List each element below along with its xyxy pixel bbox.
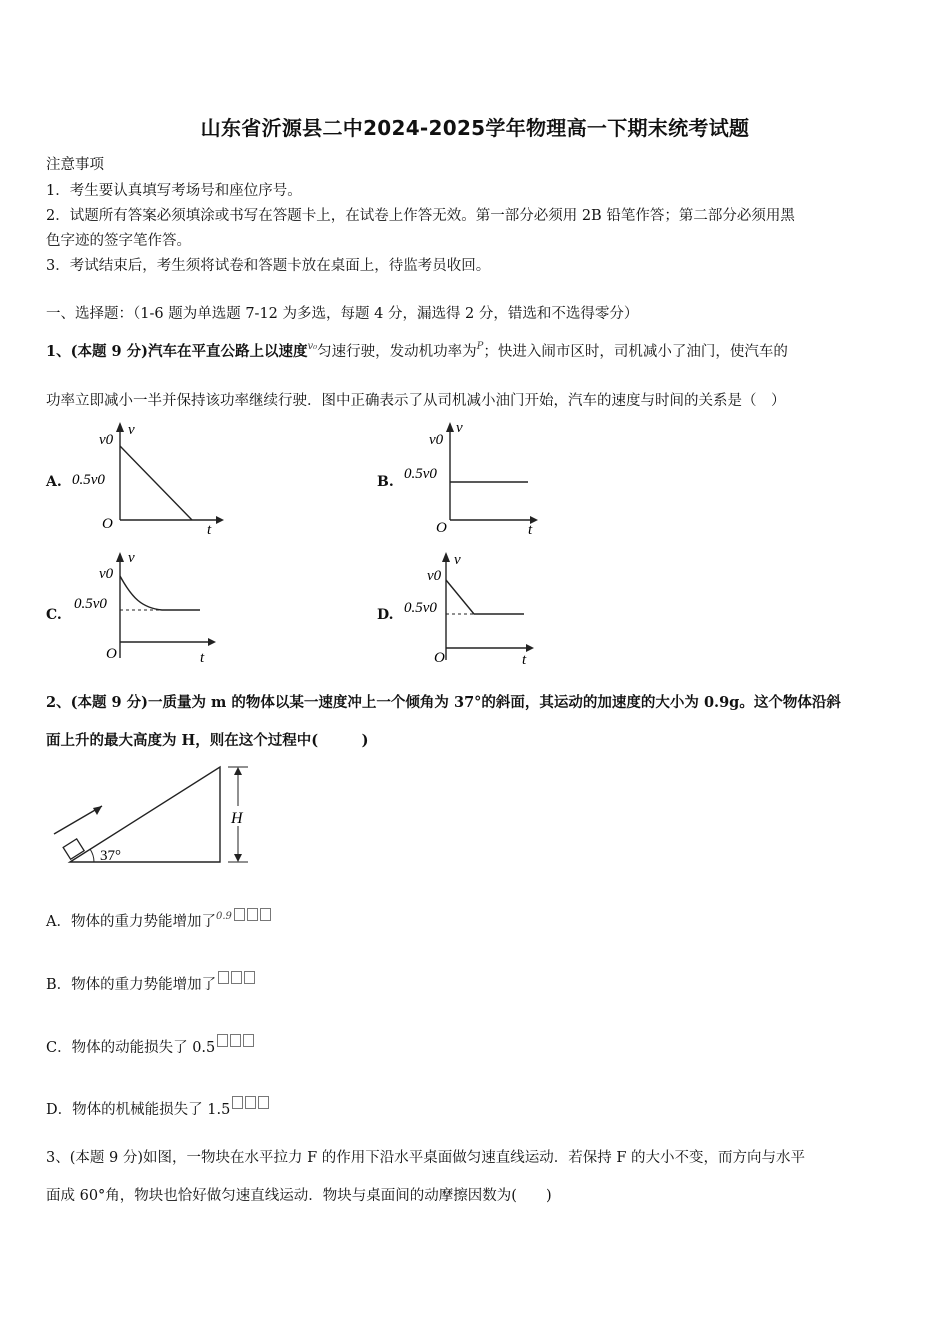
- v-axis-label: v: [454, 552, 461, 568]
- q1-text-a: 1、(本题 9 分)汽车在平直公路上以速度: [46, 343, 308, 360]
- q2-option-d-text: D．物体的机械能损失了 1.5: [46, 1102, 231, 1118]
- missing-glyph-icon: [247, 908, 258, 921]
- q2-option-c[interactable]: [46, 1034, 254, 1057]
- angle-label: 37°: [100, 848, 121, 864]
- t-axis-label: t: [528, 522, 533, 538]
- incline-triangle: [70, 767, 220, 862]
- velocity-line: [120, 446, 192, 520]
- origin-label: O: [434, 650, 445, 666]
- q2-stem-line2: 面上升的最大高度为 H，则在这个过程中( ): [46, 732, 369, 749]
- q2-option-a-coef: 0.9: [215, 911, 232, 922]
- notice-item: 色字迹的签字笔作答。: [46, 233, 191, 249]
- q2-option-a[interactable]: [46, 908, 271, 931]
- height-label: H: [231, 810, 243, 827]
- graph-c: [70, 548, 230, 668]
- q1-stem-line2: 功率立即减小一半并保持该功率继续行驶．图中正确表示了从司机减小油门开始，汽车的速度与时间的关系是（ ）: [46, 393, 786, 409]
- q1-stem-line1: [46, 340, 788, 361]
- v-axis-label: v: [128, 422, 135, 438]
- missing-glyph-icon: [218, 971, 229, 984]
- option-d-label[interactable]: D.: [377, 607, 394, 623]
- block: [63, 839, 84, 859]
- v0-label: v0: [429, 432, 444, 448]
- t-axis-label: t: [207, 522, 212, 538]
- missing-glyph-icon: [234, 908, 245, 921]
- t-axis-label: t: [200, 650, 205, 666]
- q3-stem-line2: 面成 60°角，物块也恰好做匀速直线运动．物块与桌面间的动摩擦因数为( ): [46, 1188, 552, 1204]
- q3-stem-line1: 3、(本题 9 分)如图，一物块在水平拉力 F 的作用下沿水平桌面做匀速直线运动．若保持 F 的大小不变，而方向与水平: [46, 1150, 806, 1166]
- v0-label: v0: [99, 432, 114, 448]
- notice-item: 2．试题所有答案必须填涂或书写在答题卡上，在试卷上作答无效。第一部分必须用 2B 铅笔作答；第二部分必须用黑: [46, 208, 795, 224]
- option-c-label[interactable]: C.: [46, 607, 62, 623]
- t-axis-label: t: [522, 652, 527, 668]
- half-v0-label: 0.5v0: [72, 472, 105, 488]
- missing-glyph-icon: [232, 1096, 243, 1109]
- missing-glyph-icon: [244, 971, 255, 984]
- missing-glyph-icon: [217, 1034, 228, 1047]
- v-axis-label: v: [456, 420, 463, 436]
- origin-label: O: [102, 516, 113, 532]
- half-v0-label: 0.5v0: [74, 596, 107, 612]
- q2-stem-line1: 2、(本题 9 分)一质量为 m 的物体以某一速度冲上一个倾角为 37°的斜面，其运动的加速度的大小为 0.9g。这个物体沿斜: [46, 694, 841, 711]
- missing-glyph-icon: [245, 1096, 256, 1109]
- q2-option-b-text: B．物体的重力势能增加了: [46, 977, 217, 993]
- origin-label: O: [436, 520, 447, 536]
- half-v0-label: 0.5v0: [404, 466, 437, 482]
- q1-text-c: ；快进入闹市区时，司机减小了油门，使汽车的: [483, 344, 788, 360]
- option-b-label[interactable]: B.: [377, 474, 394, 490]
- q1-text-b: 匀速行驶，发动机功率为: [317, 344, 477, 360]
- missing-glyph-icon: [260, 908, 271, 921]
- power-symbol: P: [476, 341, 484, 352]
- v0-symbol: v₀: [307, 341, 318, 352]
- missing-glyph-icon: [258, 1096, 269, 1109]
- notice-item: 3．考试结束后，考生须将试卷和答题卡放在桌面上，待监考员收回。: [46, 258, 491, 274]
- half-v0-label: 0.5v0: [404, 600, 437, 616]
- q2-option-d[interactable]: [46, 1096, 269, 1119]
- q2-option-b[interactable]: [46, 971, 255, 994]
- velocity-curve: [120, 576, 200, 610]
- missing-glyph-icon: [243, 1034, 254, 1047]
- origin-label: O: [106, 646, 117, 662]
- notice-item: 1．考生要认真填写考场号和座位序号。: [46, 183, 302, 199]
- incline-figure: [50, 762, 260, 868]
- option-a-label[interactable]: A.: [46, 474, 62, 490]
- v0-label: v0: [427, 568, 442, 584]
- notice-heading: 注意事项: [46, 157, 104, 173]
- velocity-line: [446, 580, 524, 614]
- graph-a: [70, 418, 230, 538]
- section-heading: 一、选择题：（1-6 题为单选题 7-12 为多选，每题 4 分，漏选得 2 分，错选和不选得零分）: [46, 306, 639, 322]
- missing-glyph-icon: [231, 971, 242, 984]
- graph-d: [400, 548, 560, 668]
- missing-glyph-icon: [230, 1034, 241, 1047]
- q2-option-a-text: A．物体的重力势能增加了: [46, 914, 216, 930]
- v0-label: v0: [99, 566, 114, 582]
- v-axis-label: v: [128, 550, 135, 566]
- page-title: 山东省沂源县二中2024-2025学年物理高一下期末统考试题: [200, 116, 750, 140]
- graph-b: [400, 418, 560, 538]
- q2-option-c-text: C．物体的动能损失了 0.5: [46, 1040, 216, 1056]
